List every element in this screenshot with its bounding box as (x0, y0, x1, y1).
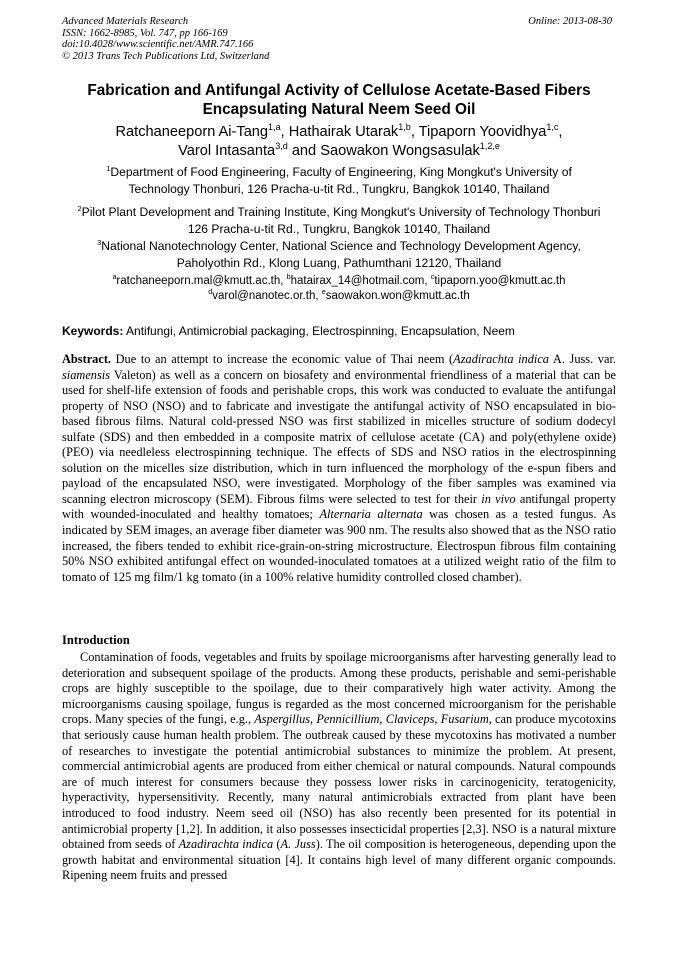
email-link[interactable]: saowakon.won@kmutt.ac.th (325, 290, 470, 303)
author-separator: , (558, 124, 563, 140)
abstract-italic: Azadirachta indica (453, 352, 549, 366)
affiliation-1 (52, 164, 626, 197)
intro-italic: Azadirachta indica (178, 837, 274, 852)
affiliation-line: Technology Thonburi, 126 Pracha-u-tit Rd., Tungkru, Bangkok 10140, Thailand (128, 181, 550, 196)
doi: doi:10.4028/www.scientific.net/AMR.747.166 (62, 39, 254, 51)
affiliation-number: 1 (106, 163, 111, 173)
keywords (62, 324, 616, 338)
email-line-1 (52, 274, 626, 289)
email-sup: b (286, 273, 291, 282)
author-emails (52, 274, 626, 304)
affiliation-2 (52, 204, 626, 237)
intro-italic: A. Juss (280, 837, 316, 852)
email-link[interactable]: hatairax_14@hotmail.com, (290, 275, 431, 287)
abstract-text: Valeton) as well as a concern on biosafety and environmental friendliness of a material that can be used for shelf-life extension of foods and perishable crops, this work was conducted to evaluate the antifungal property of NSO (NSO) and to fabricate and investigate the antifungal activity of NSO encapsulated in bio-based fibrous films. Natural cold-pressed NSO was first stabilized in micelles structure of sodium dodecyl sulfate (SDS) and then embedded in a composite matrix of cellulose acetate (CA) and poly(ethylene oxide) (PEO) via needleless electrospinning technique. The effects of SDS and NSO ratios in the electrospinning solution on the micelles size distribution, which in turn influenced the morphology of the e-spun fibers and payload of the encapsulated NSO, were investigated. Morphology of the fiber samples was examined via scanning electron microscopy (SEM). Fibrous films were selected to test for their (62, 367, 616, 506)
introduction-paragraph (62, 650, 616, 884)
intro-text: can produce mycotoxins that seriously cause human health problem. The outbreak caused by these mycotoxins has motivated a number of researches to investigate the potential antimicrobial substances to minimize the problem. At present, commercial antimicrobial agents are produced from either chemical or natural compounds. Natural compounds are of much interest for consumers because they possess lower risks in carcinogenicity, teratogenicity, hyperactivity, hypersensitivity. Recently, many natural antimicrobials extracted from plant have been introduced to food industry. Neem seed oil (NSO) has also recently been presented for its potential in antimicrobial property [1,2]. In addition, it also possesses insecticidal properties [2,3]. NSO is a natural mixture obtained from seeds of (62, 712, 616, 852)
abstract-text: Due to an attempt to increase the economic value of Thai neem ( (111, 352, 454, 366)
issn: ISSN: 1662-8985, Vol. 747, pp 166-169 (62, 27, 228, 39)
abstract-label: Abstract. (62, 352, 112, 366)
affiliation-line: 126 Pracha-u-tit Rd., Tungkru, Bangkok 10140, Thailand (187, 221, 491, 236)
abstract-italic: in vivo (481, 491, 516, 506)
author-sup: 1,b (398, 122, 411, 133)
journal-name: Advanced Materials Research (62, 16, 189, 27)
section-heading-introduction: Introduction (62, 633, 130, 647)
affiliation-line (52, 238, 626, 255)
intro-text: ( (273, 837, 281, 852)
author-list (40, 123, 638, 160)
author-name: , Hathairak Utarak (280, 124, 399, 140)
abstract-text: A. Juss. var. (548, 352, 616, 366)
email-link[interactable]: varol@nanotec.or.th, (212, 290, 322, 303)
abstract-text: antifungal property with wounded-inoculated and healthy tomatoes; (62, 491, 616, 522)
author-line-1 (40, 123, 638, 142)
keywords-text: Antifungi, Antimicrobial packaging, Electrospinning, Encapsulation, Neem (123, 324, 515, 338)
affiliation-line: Paholyothin Rd., Klong Luang, Pathumthani 12120, Thailand (176, 255, 502, 270)
author-sup: 1,2,e (479, 140, 500, 151)
keywords-label: Keywords: (62, 324, 124, 338)
author-sup: 1,a (268, 122, 281, 133)
paper-title (40, 82, 638, 119)
affiliation-text: National Nanotechnology Center, National Science and Technology Development Agency, (101, 239, 581, 253)
author-name: and Saowakon Wongsasulak (287, 142, 480, 159)
email-link[interactable]: ratchaneeporn.mal@kmutt.ac.th, (116, 275, 287, 287)
author-sup: 3,d (275, 140, 288, 151)
abstract-italic: siamensis (62, 367, 111, 382)
email-line-2 (52, 289, 626, 304)
author-name: , Tipaporn Yoovidhya (410, 124, 547, 140)
intro-italic: Aspergillus, Pennicillium, Claviceps, Fusarium, (254, 712, 492, 727)
affiliation-text: Pilot Plant Development and Training Institute, King Mongkut's University of Technology Thonburi (81, 205, 601, 219)
title-line-2: Encapsulating Natural Neem Seed Oil (202, 100, 476, 118)
intro-text: Contamination of foods, vegetables and fruits by spoilage microorganisms after harvesting generally lead to deterioration and subsequent spoilage of the products. Among these products, perishable and semi-perishable crops are highly susceptible to the spoilage, due to their comparatively high water activity. Among the microorganisms causing spoilage, fungus is regarded as the most concerned microorganism for the perishable crops. Many species of the fungi, e.g., (62, 650, 616, 727)
affiliation-number: 2 (77, 203, 82, 213)
author-name: Ratchaneeporn Ai-Tang (115, 124, 269, 140)
email-sup: a (112, 273, 117, 282)
copyright: © 2013 Trans Tech Publications Ltd, Switzerland (62, 50, 270, 62)
email-sup: e (321, 288, 326, 297)
email-sup: d (208, 288, 213, 297)
affiliation-text: Department of Food Engineering, Faculty of Engineering, King Mongkut's University of (110, 165, 572, 179)
affiliation-line (52, 164, 626, 181)
author-sup: 1,c (546, 122, 559, 133)
abstract (62, 352, 616, 585)
email-sup: c (430, 273, 435, 282)
author-line-2 (40, 142, 638, 161)
journal-header (62, 16, 269, 62)
author-name: Varol Intasanta (178, 142, 276, 159)
title-line-1: Fabrication and Antifungal Activity of Cellulose Acetate-Based Fibers (87, 82, 591, 99)
affiliation-line (52, 204, 626, 221)
intro-text: ). The oil composition is heterogeneous, depending upon the growth habitat and environmental situation [4]. It contains high level of many different organic compounds. Ripening neem fruits and pressed (62, 837, 616, 883)
affiliation-3 (52, 238, 626, 271)
online-date: Online: 2013-08-30 (528, 16, 612, 27)
abstract-italic: Alternaria alternata (319, 507, 423, 522)
abstract-text: was chosen as a tested fungus. As indicated by SEM images, an average fiber diameter was 900 nm. The results also showed that as the NSO ratio increased, the fibers tended to exhibit rice-grain-on-string microstructure. Electrospun fibrous film containing 50% NSO exhibited antifungal effect on wounded-inoculated tomatoes at a utilized weight ratio of the film to tomato of 125 mg film/1 kg tomato (in a 100% relative humidity controlled closed chamber). (62, 507, 616, 584)
email-link[interactable]: tipaporn.yoo@kmutt.ac.th (434, 275, 566, 287)
affiliation-number: 3 (97, 237, 102, 247)
